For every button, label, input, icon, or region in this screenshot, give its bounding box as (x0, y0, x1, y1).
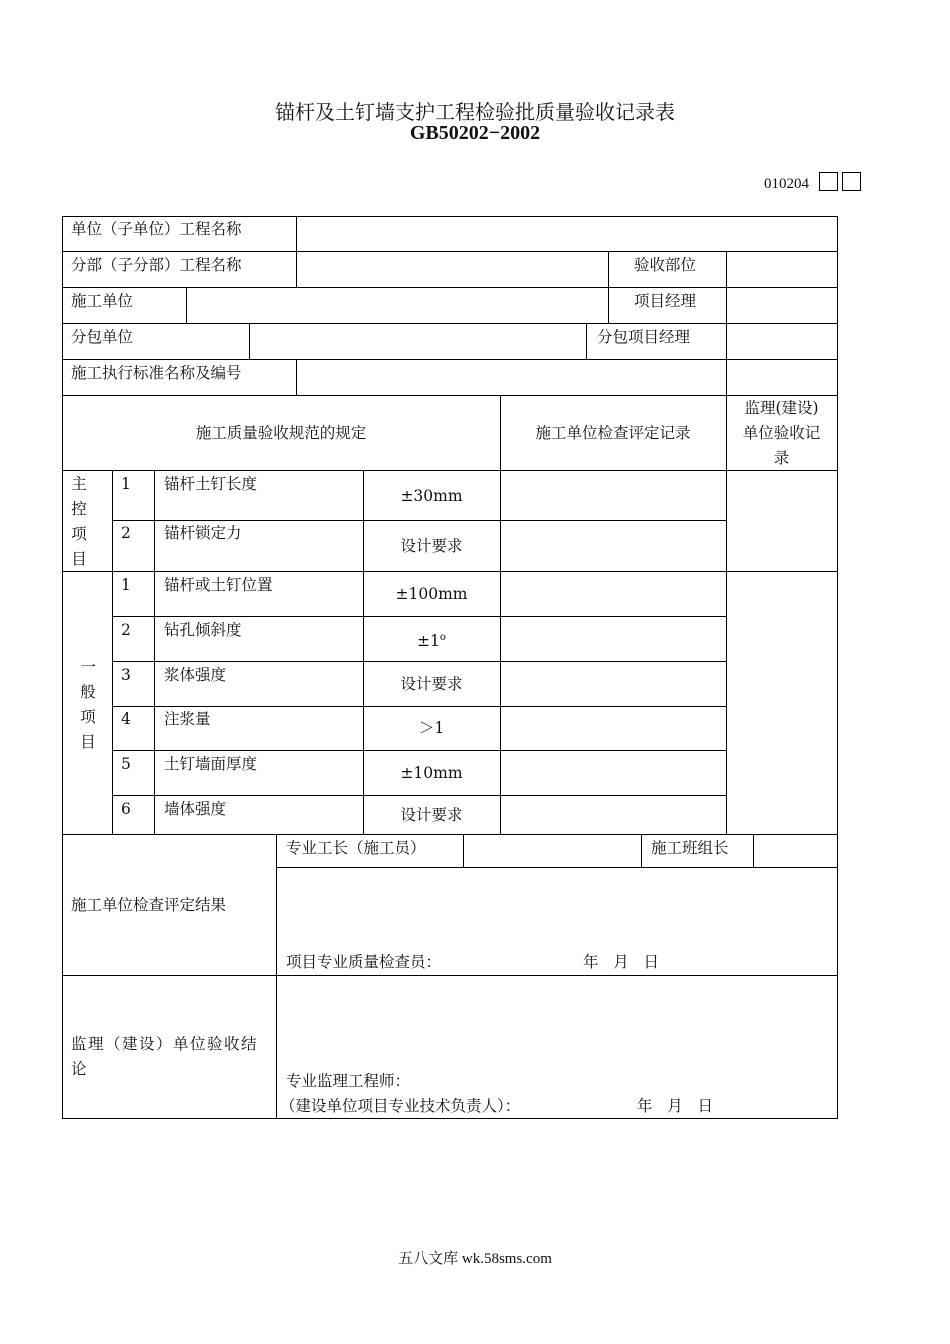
supervisor-column-header-line1: 监理(建设) (744, 399, 819, 417)
item-requirement: 设计要求 (400, 806, 463, 824)
division-name-label: 分部（子分部）工程名称 (71, 256, 242, 274)
item-requirement: 设计要求 (400, 675, 463, 693)
team-leader-label: 施工班组长 (651, 839, 729, 857)
conclusion-date: 年 月 日 (637, 1097, 714, 1115)
result-date: 年 月 日 (583, 953, 660, 971)
subcontractor-label: 分包单位 (71, 328, 134, 346)
item-number: 2 (121, 524, 131, 542)
form-code: 010204 (764, 176, 809, 192)
item-number: 4 (121, 710, 131, 728)
accept-part-label: 验收部位 (634, 256, 697, 274)
item-name: 钻孔倾斜度 (164, 621, 242, 639)
item-number: 1 (121, 475, 131, 493)
standard-name-label: 施工执行标准名称及编号 (71, 364, 242, 382)
result-label: 施工单位检查评定结果 (71, 896, 227, 914)
item-name: 锚杆土钉长度 (164, 475, 258, 493)
unit-name-label: 单位（子单位）工程名称 (71, 220, 242, 238)
item-requirement: ＞1 (418, 719, 445, 737)
item-number: 1 (121, 576, 131, 594)
conclusion-label-line2: 论 (71, 1060, 87, 1078)
item-name: 注浆量 (164, 710, 211, 728)
spec-column-header: 施工质量验收规范的规定 (195, 424, 367, 442)
item-requirement: $\pm 1^o$ (417, 632, 446, 651)
sub-project-manager-label: 分包项目经理 (597, 328, 691, 346)
contractor-label: 施工单位 (71, 292, 134, 310)
standard-code: GB50202−2002 (409, 122, 541, 144)
item-number: 6 (121, 800, 131, 818)
main-control-label: 主 控 项 目 (71, 475, 87, 568)
supervisor-column-header-line2: 单位验收记 (742, 424, 821, 442)
item-requirement: 设计要求 (400, 537, 463, 555)
foreman-label: 专业工长（施工员） (286, 839, 426, 857)
item-number: 3 (121, 666, 131, 684)
item-requirement: ±30mm (400, 487, 463, 505)
form-code-box-2[interactable] (842, 172, 861, 191)
item-number: 2 (121, 621, 131, 639)
item-name: 浆体强度 (164, 666, 227, 684)
supervisor-column-header-line3: 录 (773, 449, 790, 467)
check-column-header: 施工单位检查评定记录 (535, 424, 691, 442)
form-code-box-1[interactable] (819, 172, 838, 191)
general-items-label: 一 般 项 目 (80, 658, 96, 751)
conclusion-label-line1: 监理（建设）单位验收结 (71, 1035, 259, 1053)
item-name: 土钉墙面厚度 (164, 755, 258, 773)
quality-inspector-label: 项目专业质量检查员： (286, 953, 442, 971)
item-number: 5 (121, 755, 131, 773)
item-name: 锚杆或土钉位置 (164, 576, 273, 594)
item-requirement: ±10mm (400, 764, 463, 782)
owner-representative-label: （建设单位项目专业技术负责人）： (280, 1097, 521, 1115)
footer-watermark: 五八文库 wk.58sms.com (398, 1251, 552, 1267)
supervising-engineer-label: 专业监理工程师： (286, 1072, 411, 1090)
item-name: 墙体强度 (164, 800, 227, 818)
form-title: 锚杆及土钉墙支护工程检验批质量验收记录表 (275, 100, 675, 124)
project-manager-label: 项目经理 (634, 292, 697, 310)
item-name: 锚杆锁定力 (164, 524, 242, 542)
item-requirement: ±100mm (395, 585, 468, 603)
